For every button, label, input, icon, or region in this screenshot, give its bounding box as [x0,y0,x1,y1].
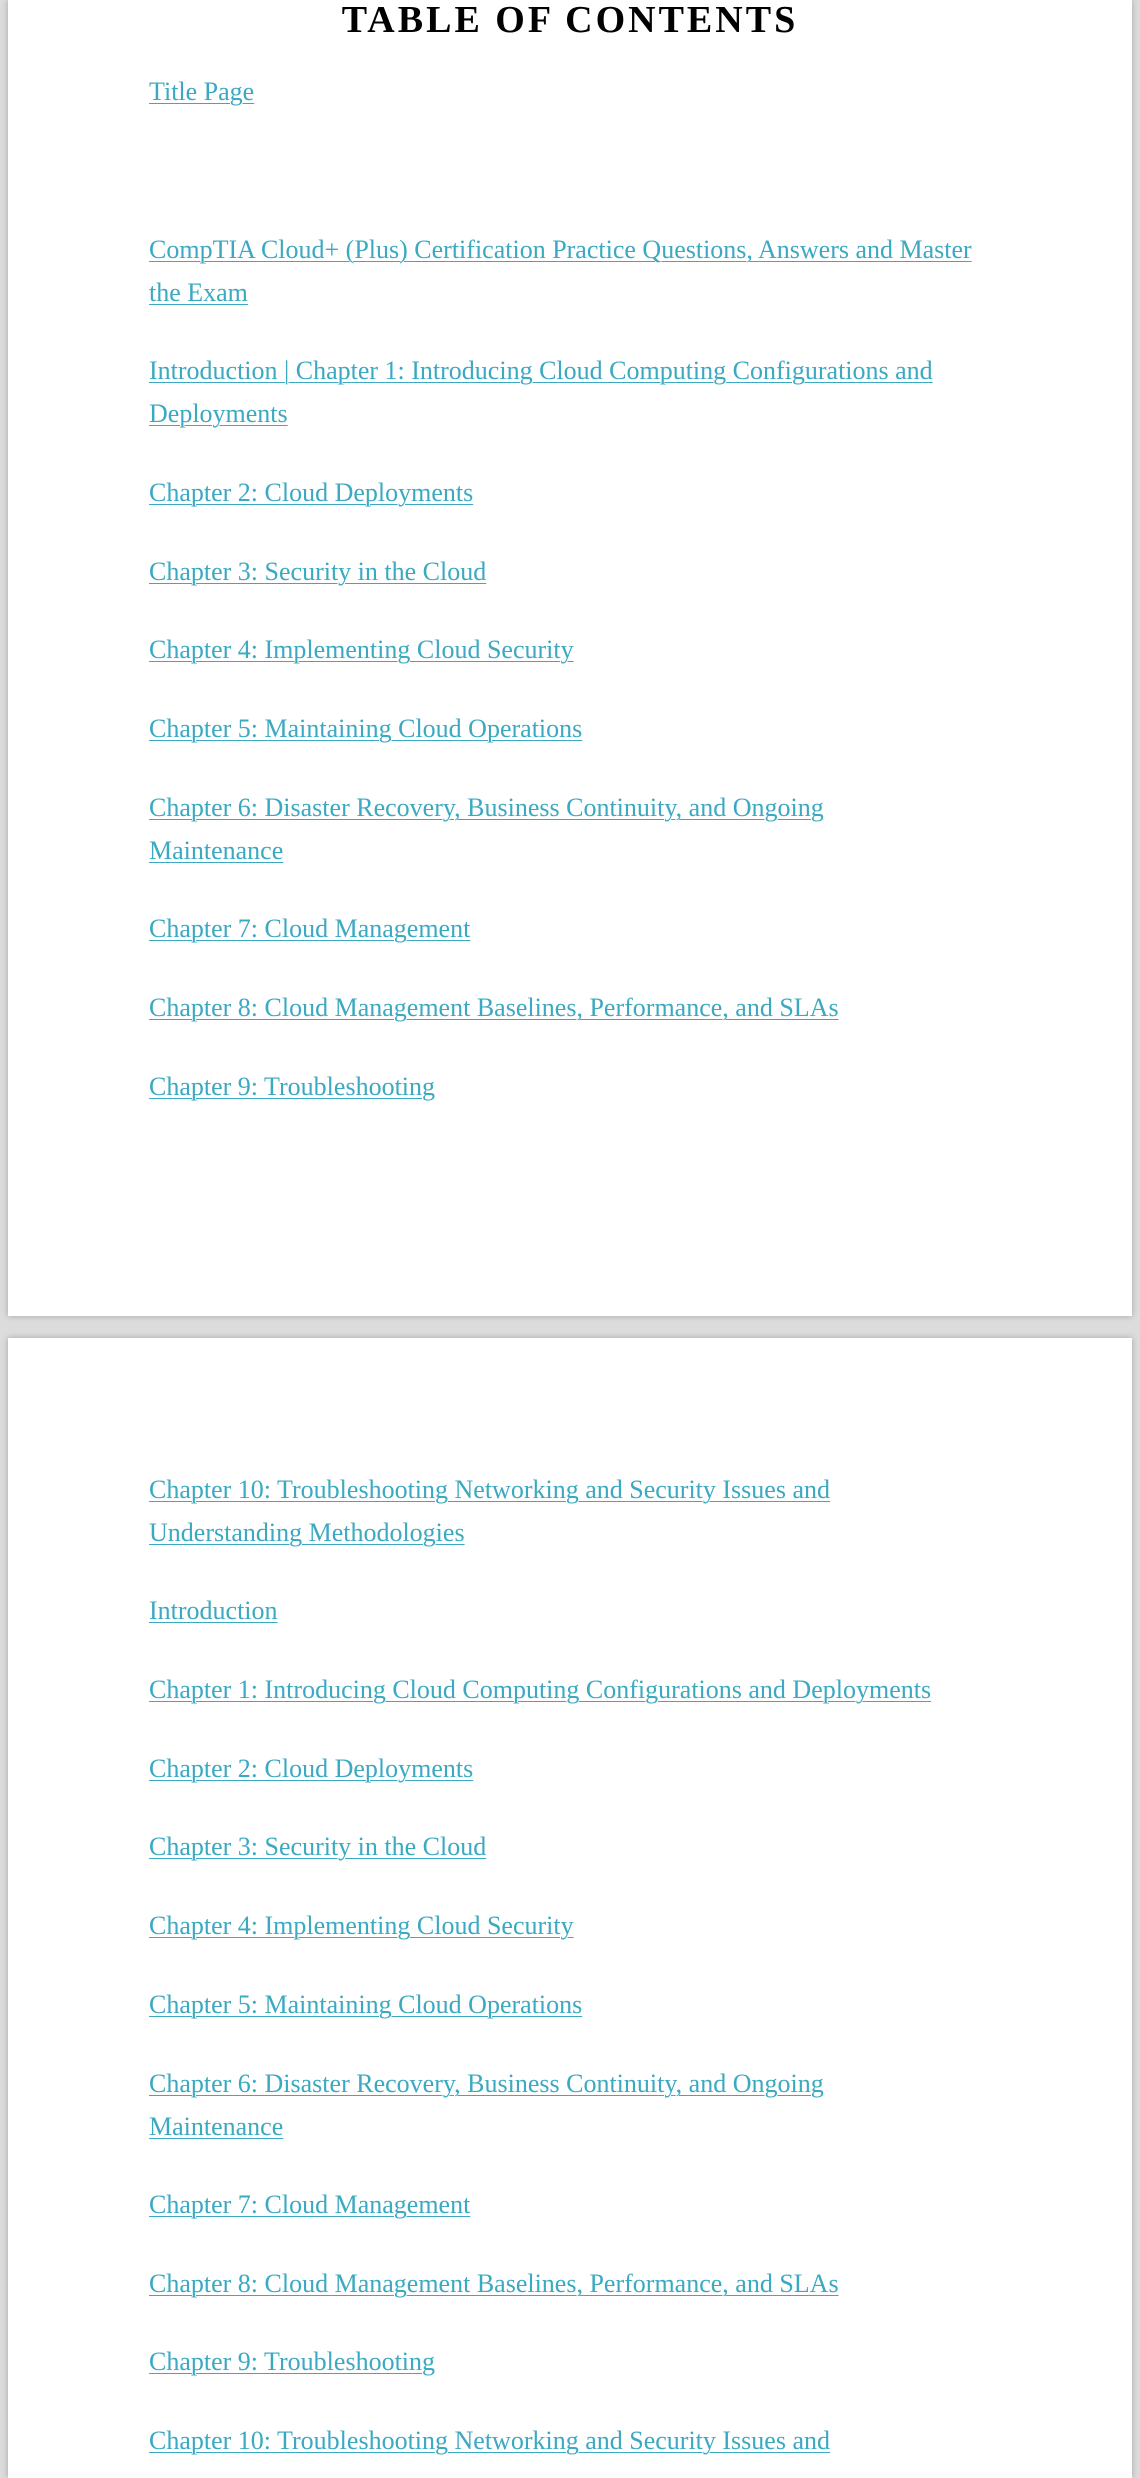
toc-link-chapter-10-partial[interactable]: Chapter 10: Troubleshooting Networking and Security Issues and [149,2426,830,2455]
toc-link-chapter-10[interactable]: Chapter 10: Troubleshooting Networking and Security Issues and Understanding Methodologies [149,1475,830,1547]
toc-page-1 [8,0,1132,1316]
toc-link-comptia-cloud-plus-practice[interactable]: CompTIA Cloud+ (Plus) Certification Practice Questions, Answers and Master the Exam [149,235,972,307]
toc-link-chapter-3[interactable]: Chapter 3: Security in the Cloud [149,557,487,586]
toc-link-chapter-2[interactable]: Chapter 2: Cloud Deployments [149,478,474,507]
toc-link-chapter-5[interactable]: Chapter 5: Maintaining Cloud Operations [149,1990,583,2019]
toc-link-introduction[interactable]: Introduction [149,1596,278,1625]
toc-link-chapter-8[interactable]: Chapter 8: Cloud Management Baselines, Performance, and SLAs [149,993,839,1022]
toc-page-2 [8,1338,1132,2478]
toc-link-chapter-4[interactable]: Chapter 4: Implementing Cloud Security [149,635,574,664]
toc-link-chapter-9[interactable]: Chapter 9: Troubleshooting [149,2347,436,2376]
toc-link-chapter-2[interactable]: Chapter 2: Cloud Deployments [149,1754,474,1783]
toc-link-introduction-chapter-1[interactable]: Introduction | Chapter 1: Introducing Cloud Computing Configurations and Deployments [149,356,933,428]
toc-link-chapter-5[interactable]: Chapter 5: Maintaining Cloud Operations [149,714,583,743]
toc-link-chapter-3[interactable]: Chapter 3: Security in the Cloud [149,1832,487,1861]
toc-link-chapter-8[interactable]: Chapter 8: Cloud Management Baselines, Performance, and SLAs [149,2269,839,2298]
toc-link-chapter-7[interactable]: Chapter 7: Cloud Management [149,2190,471,2219]
toc-link-chapter-9[interactable]: Chapter 9: Troubleshooting [149,1072,436,1101]
toc-link-chapter-7[interactable]: Chapter 7: Cloud Management [149,914,471,943]
toc-link-chapter-6[interactable]: Chapter 6: Disaster Recovery, Business Continuity, and Ongoing Maintenance [149,793,824,865]
toc-title: TABLE OF CONTENTS [341,0,799,41]
toc-link-chapter-4[interactable]: Chapter 4: Implementing Cloud Security [149,1911,574,1940]
toc-link-title-page[interactable]: Title Page [149,77,255,106]
toc-link-chapter-6[interactable]: Chapter 6: Disaster Recovery, Business Continuity, and Ongoing Maintenance [149,2069,824,2141]
toc-link-chapter-1[interactable]: Chapter 1: Introducing Cloud Computing Configurations and Deployments [149,1675,932,1704]
